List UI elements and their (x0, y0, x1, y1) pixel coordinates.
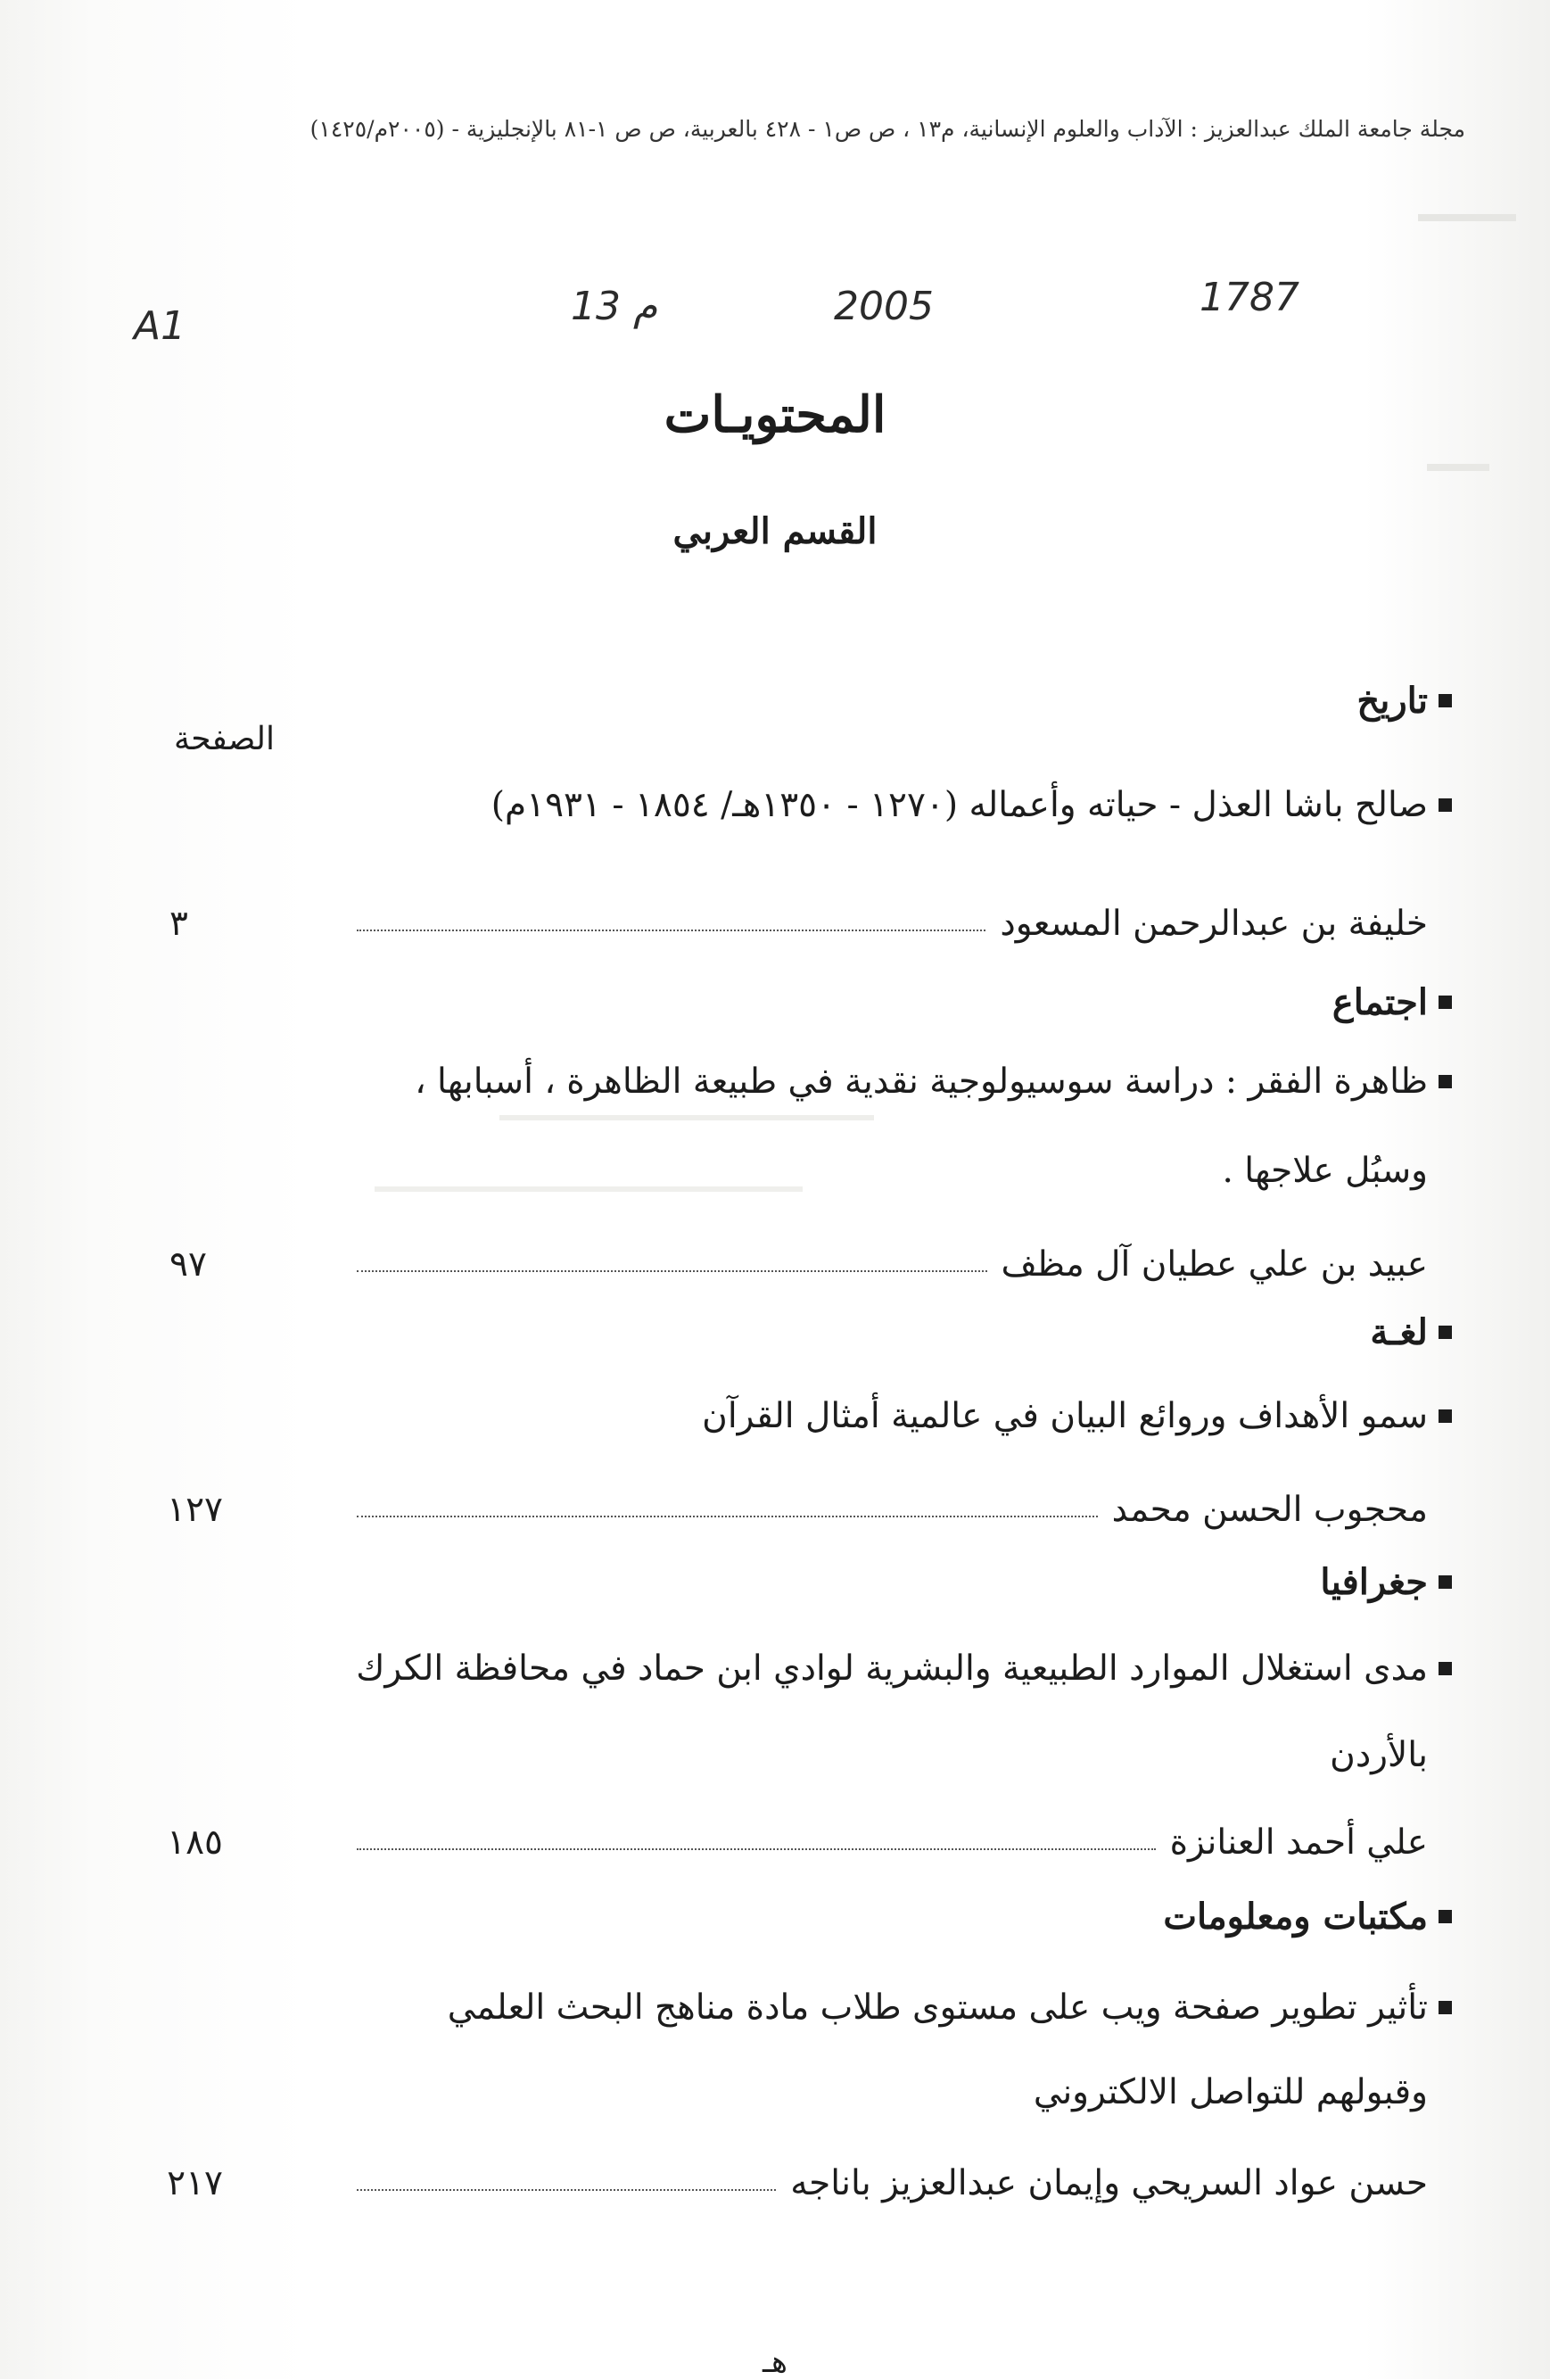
dot-leader (357, 2188, 776, 2191)
article-title-text: مدى استغلال الموارد الطبيعية والبشرية لوادي ابن حماد في محافظة الكرك (356, 1649, 1428, 1689)
section-heading-libraries (1163, 1896, 1452, 1938)
bleed-through-mark (375, 1186, 803, 1192)
section-subtitle: القسم العربي (672, 510, 878, 552)
page-number: ٣ (169, 904, 188, 944)
square-bullet-icon (1439, 2001, 1452, 2014)
section-heading-label: مكتبات ومعلومات (1163, 1896, 1428, 1938)
article-title-continuation: وقبولهم للتواصل الالكتروني (1033, 2072, 1428, 2112)
section-heading-label: اجتماع (1332, 981, 1428, 1023)
article-title-line (415, 1062, 1452, 1102)
toc-entry-author-row (169, 1231, 1428, 1285)
article-title-continuation: وسبُل علاجها . (1222, 1151, 1428, 1191)
page-number: ١٢٧ (167, 1490, 223, 1530)
dot-leader (357, 1269, 987, 1272)
dot-leader (357, 929, 985, 931)
toc-entry-author-row (169, 890, 1428, 944)
article-title-line (491, 785, 1452, 825)
section-heading-label: لغـة (1370, 1311, 1428, 1353)
square-bullet-icon (1439, 694, 1452, 707)
dot-leader (357, 1515, 1098, 1517)
square-bullet-icon (1439, 1910, 1452, 1923)
page-number: ٩٧ (169, 1244, 207, 1285)
article-title-continuation: بالأردن (1330, 1735, 1428, 1775)
article-title-text: سمو الأهداف وروائع البيان في عالمية أمثال القرآن (702, 1396, 1428, 1436)
running-head: مجلة جامعة الملك عبدالعزيز : الآداب والعلوم الإنسانية، م١٣ ، ص ص١ - ٤٢٨ بالعربية، ص ص ١-٨١ بالإنجليزية - (٢٠٠٥م/١٤٢٥) (309, 116, 1465, 142)
page-title: المحتويـات (664, 385, 886, 444)
section-heading-history (1356, 680, 1452, 722)
handwritten-volume: 13 م (571, 284, 658, 329)
article-author: محجوب الحسن محمد (1111, 1490, 1428, 1530)
handwritten-code: 1787 (1200, 275, 1299, 320)
article-title-line (448, 1987, 1452, 2028)
bleed-through-mark (499, 1115, 874, 1120)
page-column-label: الصفحة (174, 721, 275, 757)
article-title-line (356, 1649, 1452, 1689)
square-bullet-icon (1439, 1575, 1452, 1589)
bleed-through-mark (1418, 214, 1516, 221)
handwritten-year: 2005 (834, 284, 934, 329)
square-bullet-icon (1439, 1326, 1452, 1339)
section-heading-label: جغرافيا (1320, 1561, 1428, 1603)
article-title-line (702, 1396, 1452, 1436)
bleed-through-mark (1427, 464, 1489, 471)
page-number: ١٨٥ (167, 1822, 223, 1863)
square-bullet-icon (1439, 798, 1452, 812)
toc-entry-author-row (169, 2150, 1428, 2203)
square-bullet-icon (1439, 1662, 1452, 1675)
square-bullet-icon (1439, 996, 1452, 1009)
handwritten-note-left: A1 (134, 303, 186, 349)
folio: هـ (763, 2344, 787, 2380)
dot-leader (357, 1847, 1156, 1850)
section-heading-geography (1320, 1561, 1452, 1603)
section-heading-language (1370, 1311, 1452, 1353)
square-bullet-icon (1439, 1409, 1452, 1423)
section-heading-sociology (1332, 981, 1452, 1023)
page-number: ٢١٧ (167, 2163, 223, 2203)
article-title-text: صالح باشا العذل - حياته وأعماله (١٢٧٠ - ١٣٥٠هـ/ ١٨٥٤ - ١٩٣١م) (491, 785, 1428, 825)
toc-entry-author-row (169, 1809, 1428, 1863)
article-title-text: ظاهرة الفقر : دراسة سوسيولوجية نقدية في طبيعة الظاهرة ، أسبابها ، (415, 1062, 1428, 1102)
article-author: خليفة بن عبدالرحمن المسعود (1000, 904, 1428, 944)
toc-entry-author-row (169, 1476, 1428, 1530)
article-author: علي أحمد العنانزة (1169, 1822, 1428, 1863)
article-title-text: تأثير تطوير صفحة ويب على مستوى طلاب مادة مناهج البحث العلمي (447, 1987, 1428, 2028)
article-author: عبيد بن علي عطيان آل مظف (1001, 1244, 1428, 1285)
square-bullet-icon (1439, 1075, 1452, 1088)
section-heading-label: تاريخ (1356, 680, 1428, 722)
article-author: حسن عواد السريحي وإيمان عبدالعزيز باناجه (790, 2163, 1428, 2203)
